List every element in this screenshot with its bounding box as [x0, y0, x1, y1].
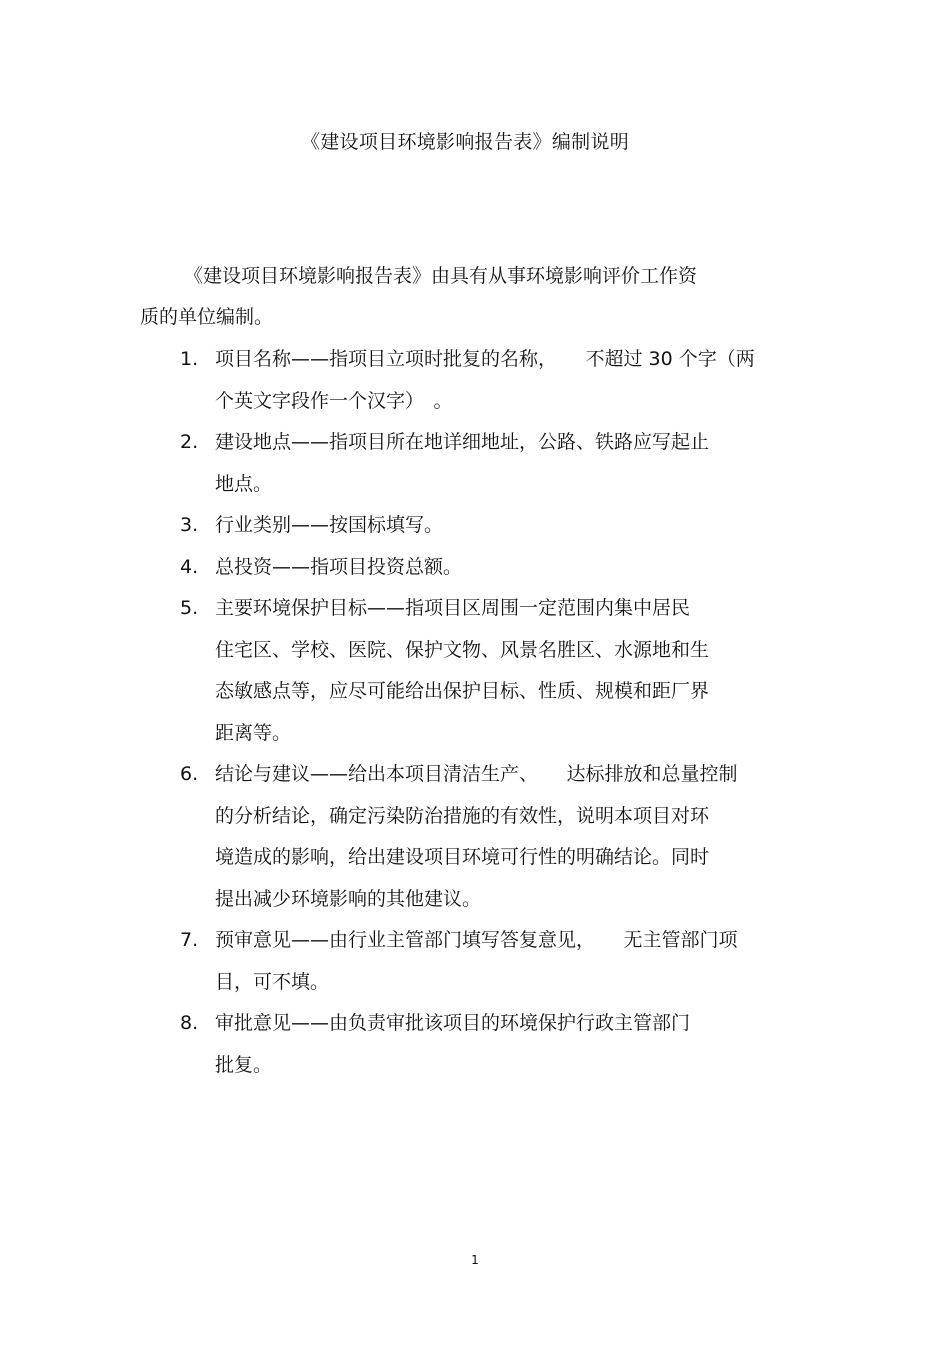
list-item-text-line: 的分析结论，确定污染防治措施的有效性，说明本项目对环	[215, 804, 710, 827]
list-item-text-line: 距离等。	[215, 721, 292, 744]
list-item	[180, 588, 820, 754]
list-item-text-line: 项目名称——指项目立项时批复的名称， 不超过 30 个字（两	[215, 348, 755, 370]
page-title: 《建设项目环境影响报告表》编制说明	[300, 131, 630, 153]
list-item-text-line: 主要环境保护目标——指项目区周围一定范围内集中居民	[215, 597, 691, 619]
list-item	[180, 920, 820, 1003]
list-item-text-line: 提出减少环境影响的其他建议。	[215, 887, 482, 910]
list-item-text-line: 批复。	[215, 1053, 273, 1076]
instruction-list	[180, 339, 820, 1086]
list-item	[180, 547, 820, 589]
intro-line: 质的单位编制。	[140, 306, 274, 328]
list-item	[180, 754, 820, 920]
page-number: 1	[471, 1253, 479, 1267]
list-item-text-line: 预审意见——由行业主管部门填写答复意见， 无主管部门项	[215, 929, 738, 951]
list-item-text-line: 总投资——指项目投资总额。	[215, 555, 463, 578]
list-item	[180, 339, 820, 422]
list-item-number: 8.	[180, 1012, 199, 1034]
list-item	[180, 422, 820, 505]
list-item-text-line: 地点。	[215, 472, 273, 495]
list-item-text-line: 结论与建议——给出本项目清洁生产、 达标排放和总量控制	[215, 763, 738, 785]
list-item-number: 5.	[180, 597, 199, 619]
list-item-number: 1.	[180, 348, 199, 370]
list-item-text-line: 个英文字段作一个汉字） 。	[215, 389, 453, 412]
list-item-number: 2.	[180, 431, 199, 453]
list-item-number: 7.	[180, 929, 199, 951]
list-item-text-line: 境造成的影响，给出建设项目环境可行性的明确结论。同时	[215, 846, 710, 868]
list-item-text-line: 审批意见——由负责审批该项目的环境保护行政主管部门	[215, 1012, 691, 1034]
list-item-text-line: 态敏感点等，应尽可能给出保护目标、性质、规模和距厂界	[215, 680, 710, 702]
list-item-text-line: 建设地点——指项目所在地详细地址，公路、铁路应写起止	[215, 431, 710, 453]
list-item-number: 4.	[180, 555, 199, 578]
list-item	[180, 1003, 820, 1086]
intro-paragraph	[140, 256, 780, 338]
list-item	[180, 505, 820, 547]
list-item-text-line: 行业类别——按国标填写。	[215, 514, 444, 536]
list-item-text-line: 目，可不填。	[215, 970, 330, 993]
list-item-number: 6.	[180, 763, 199, 785]
list-item-number: 3.	[180, 514, 199, 536]
intro-line: 《建设项目环境影响报告表》由具有从事环境影响评价工作资	[184, 265, 698, 287]
list-item-text-line: 住宅区、学校、医院、保护文物、风景名胜区、水源地和生	[215, 638, 710, 661]
